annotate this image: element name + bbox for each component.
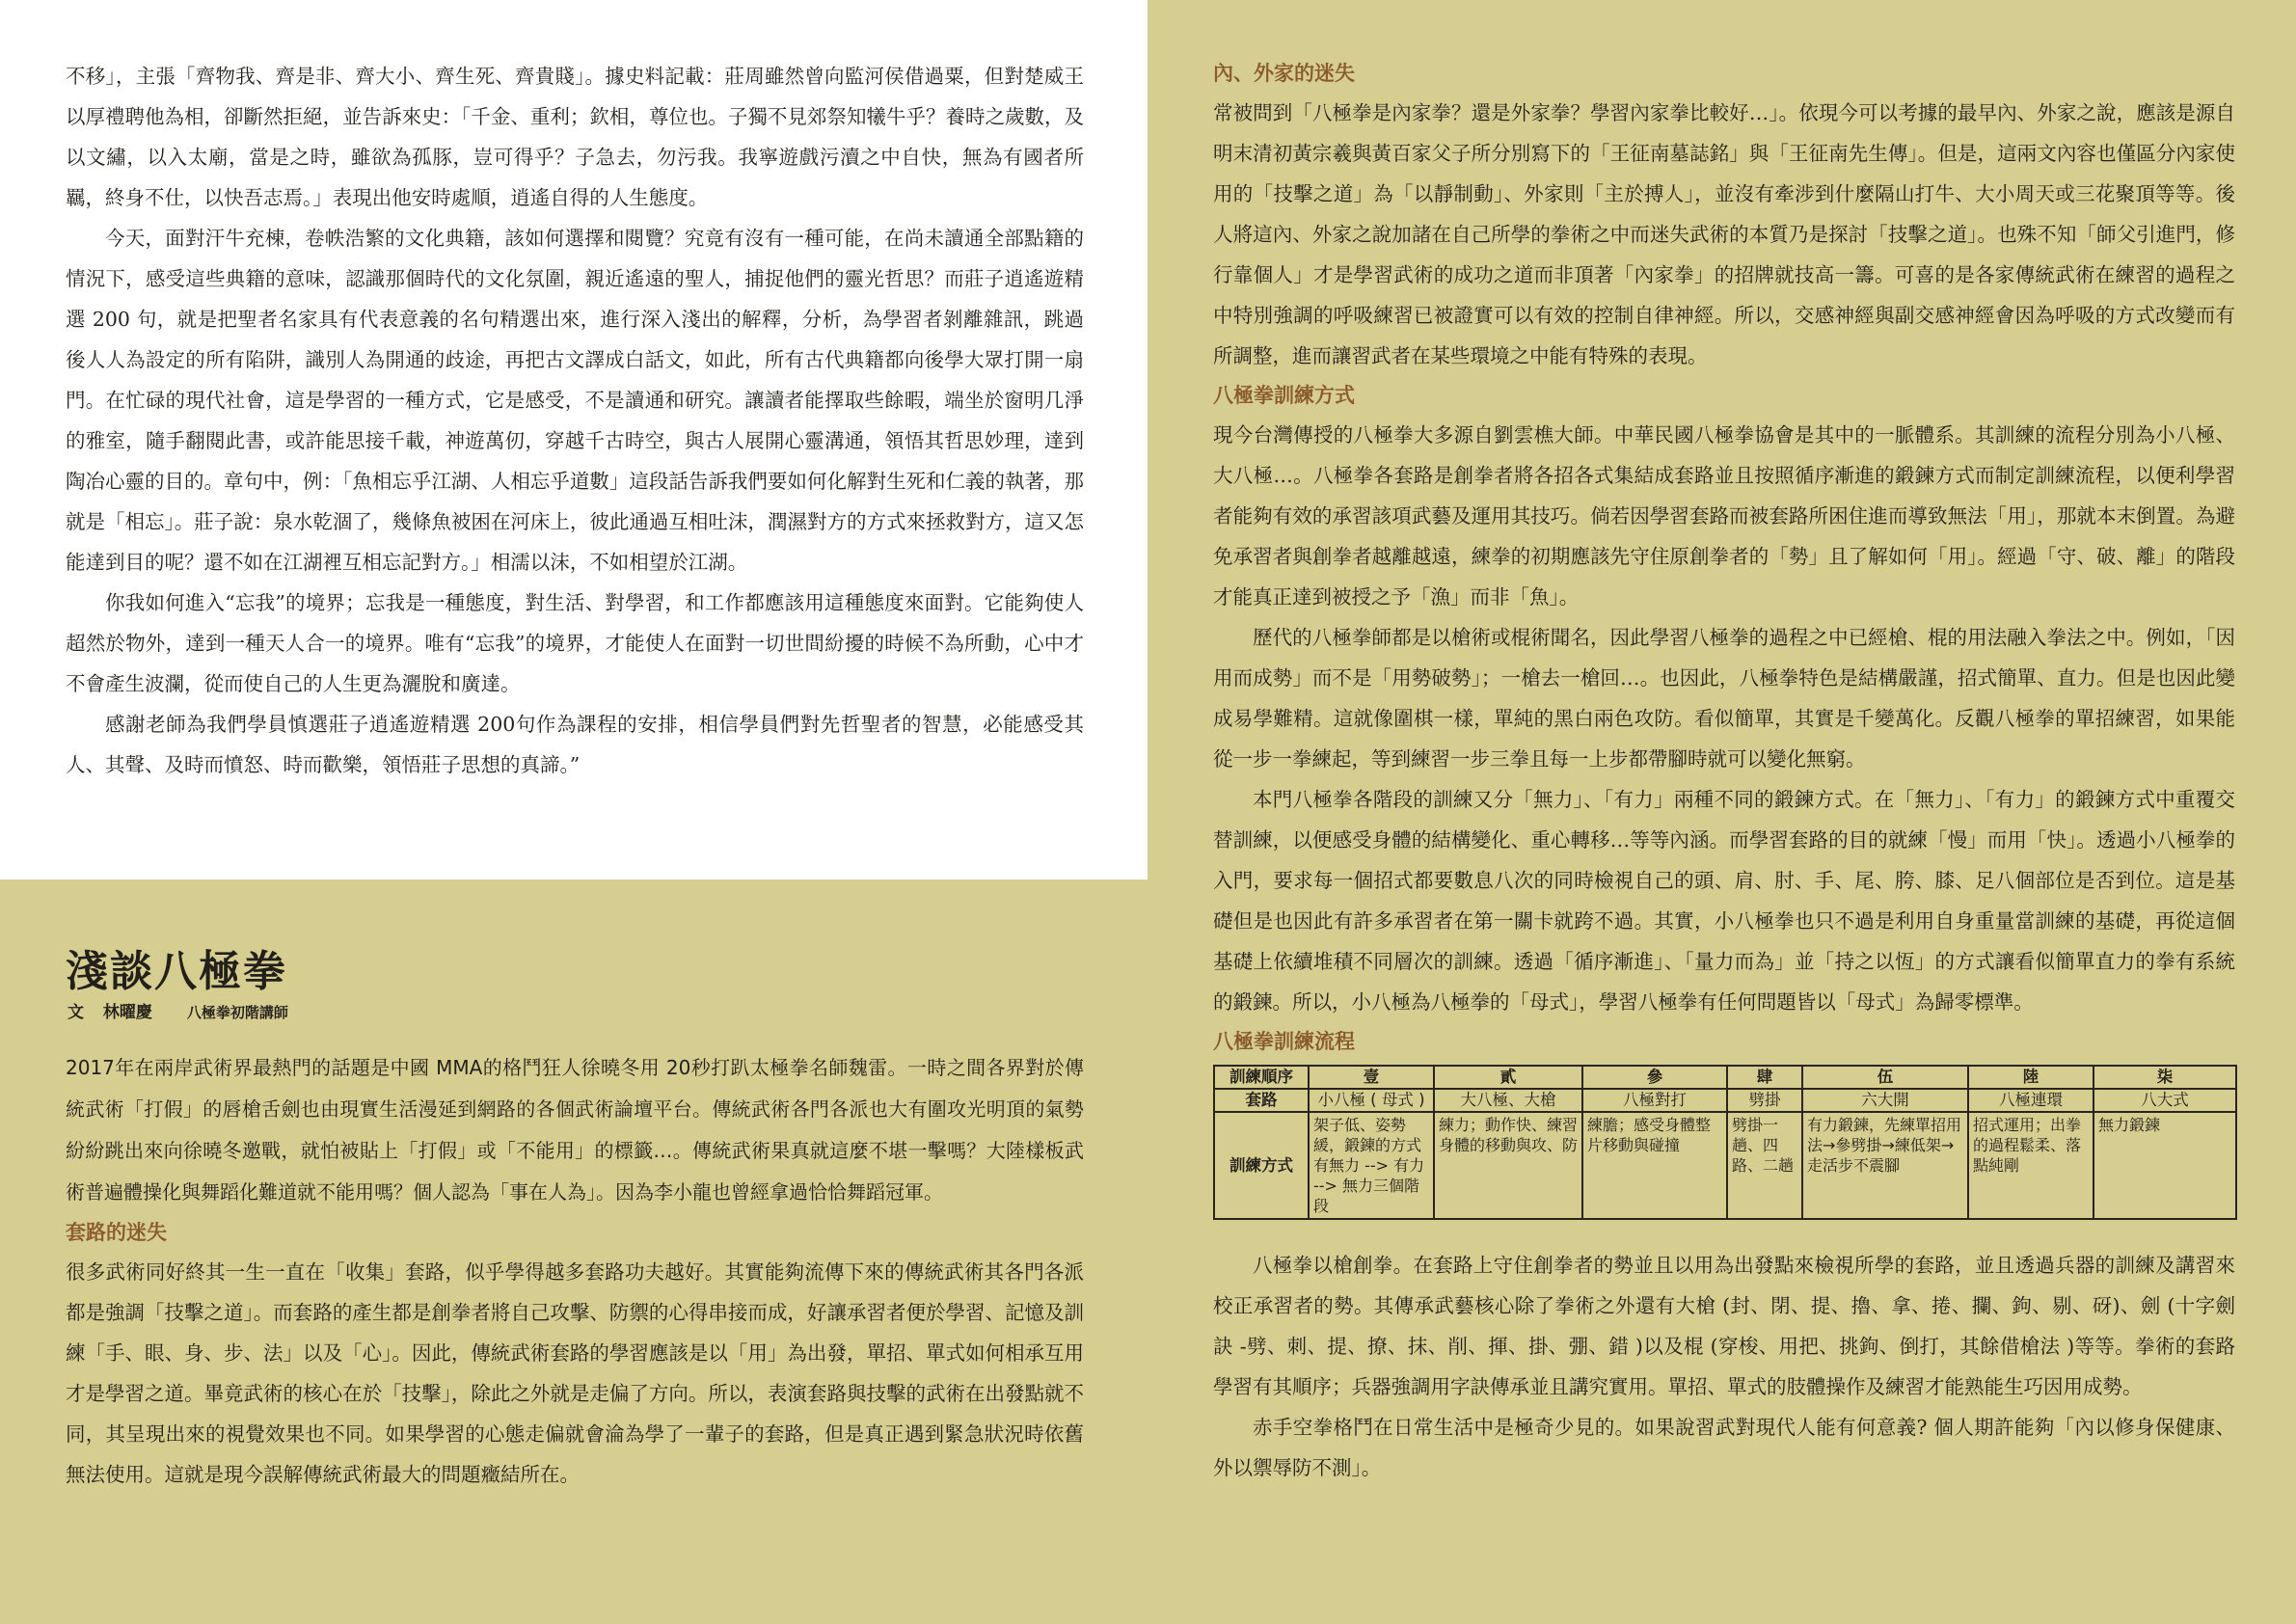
table-row <box>1214 1066 2236 1089</box>
paragraph: 很多武術同好終其一生一直在「收集」套路，似乎學得越多套路功夫越好。其實能夠流傳下來的傳統武術其各門各派都是強調「技擊之道」。而套路的產生都是創拳者將自己攻擊、防禦的心得串接而成，好讓承習者便於學習、記憶及訓練「手、眼、身、步、法」以及「心」。因此，傳統武術套路的學習應該是以「用」為出發，單招、單式如何相承互用才是學習之道。畢竟武術的核心在於「技擊」，除此之外就是走偏了方向。所以，表演套路與技擊的武術在出發點就不同，其呈現出來的視覺效果也不同。如果學習的心態走偏就會淪為學了一輩子的套路，但是真正遇到緊急狀況時依舊無法使用。這就是現今誤解傳統武術最大的問題癥結所在。 <box>66 1260 1084 1486</box>
method-cell: 劈掛一趟、四路、二趟 <box>1727 1112 1802 1219</box>
method-cell: 招式運用；出拳的過程鬆柔、落點純剛 <box>1968 1112 2093 1219</box>
stage-cell: 參 <box>1582 1066 1727 1089</box>
paragraph: 常被問到「八極拳是內家拳？還是外家拳？學習內家拳比較好…」。依現今可以考據的最早內、外家之說，應該是源自明末清初黃宗羲與黃百家父子所分別寫下的「王征南墓誌銘」與「王征南先生傳」。但是，這兩文內容也僅區分內家使用的「技擊之道」為「以靜制動」、外家則「主於搏人」，並沒有牽涉到什麼隔山打牛、大小周天或三花聚頂等等。後人將這內、外家之說加諸在自己所學的拳術之中而迷失武術的本質乃是探討「技擊之道」。也殊不知「師父引進門，修行靠個人」才是學習武術的成功之道而非頂著「內家拳」的招牌就技高一籌。可喜的是各家傳統武術在練習的過程之中特別強調的呼吸練習已被證實可以有效的控制自律神經。所以，交感神經與副交感神經會因為呼吸的方式改變而有所調整，進而讓習武者在某些環境之中能有特殊的表現。 <box>1213 101 2235 367</box>
method-cell: 架子低、姿勢緩，鍛鍊的方式有無力 --> 有力 --> 無力三個階段 <box>1309 1112 1434 1219</box>
paragraph: 歷代的八極拳師都是以槍術或棍術聞名，因此學習八極拳的過程之中已經槍、棍的用法融入拳法之中。例如，「因用而成勢」而不是「用勢破勢」；一槍去一槍回…。也因此，八極拳特色是結構嚴謹，招式簡單、直力。但是也因此變成易學難精。這就像圍棋一樣，單純的黑白兩色攻防。看似簡單，其實是千變萬化。反觀八極拳的單招練習，如果能從一步一拳練起，等到練習一步三拳且每一上步都帶腳時就可以變化無窮。 <box>1213 626 2235 771</box>
byline <box>68 999 1084 1026</box>
method-cell: 無力鍛鍊 <box>2093 1112 2236 1219</box>
routine-cell: 八極對打 <box>1582 1089 1727 1112</box>
stage-cell: 陸 <box>1968 1066 2093 1089</box>
stage-cell: 貳 <box>1434 1066 1582 1089</box>
routine-cell: 小八極 ( 母式 ) <box>1309 1089 1434 1112</box>
byline-prefix: 文 <box>68 1003 84 1022</box>
stage-cell: 壹 <box>1309 1066 1434 1089</box>
table-row <box>1214 1112 2236 1219</box>
row-header: 套路 <box>1214 1089 1309 1112</box>
paragraph: 你我如何進入“忘我”的境界；忘我是一種態度，對生活、對學習，和工作都應該用這種態度來面對。它能夠使人超然於物外，達到一種天人合一的境界。唯有“忘我”的境界，才能使人在面對一切世間紛擾的時候不為所動，心中才不會產生波瀾，從而使自己的人生更為灑脫和廣達。 <box>66 591 1084 695</box>
routine-cell: 大八極、大槍 <box>1434 1089 1582 1112</box>
paragraph: 現今台灣傳授的八極拳大多源自劉雲樵大師。中華民國八極拳協會是其中的一脈體系。其訓練的流程分別為小八極、大八極…。八極拳各套路是創拳者將各招各式集結成套路並且按照循序漸進的鍛鍊方式而制定訓練流程，以便利學習者能夠有效的承習該項武藝及運用其技巧。倘若因學習套路而被套路所困住進而導致無法「用」，那就本末倒置。為避免承習者與創拳者越離越遠，練拳的初期應該先守住原創拳者的「勢」且了解如何「用」。經過「守、破、離」的階段才能真正達到被授之予「漁」而非「魚」。 <box>1213 423 2235 609</box>
paragraph: 八極拳以槍創拳。在套路上守住創拳者的勢並且以用為出發點來檢視所學的套路，並且透過兵器的訓練及講習來校正承習者的勢。其傳承武藝核心除了拳術之外還有大槍 (封、閉、提、擼、拿、捲、攔、鉤、剔、砑)、劍 (十字劍訣 -劈、刺、提、撩、抹、削、揮、掛、弸、錯 )以及棍 (穿梭、用把、挑鉤、倒打，其餘借槍法 )等等。拳術的套路學習有其順序；兵器強調用字訣傳承並且講究實用。單招、單式的肢體操作及練習才能熟能生巧因用成勢。 <box>1213 1254 2235 1398</box>
section-heading: 八極拳訓練方式 <box>1213 384 1355 407</box>
previous-article-continuation <box>66 56 1084 785</box>
stage-cell: 柒 <box>2093 1066 2236 1089</box>
paragraph: 感謝老師為我們學員慎選莊子逍遙遊精選 200句作為課程的安排，相信學員們對先哲聖者的智慧，必能感受其人、其聲、及時而憤怒、時而歡樂，領悟莊子思想的真諦。” <box>66 713 1084 776</box>
routine-cell: 八大式 <box>2093 1089 2236 1112</box>
paragraph: 赤手空拳格鬥在日常生活中是極奇少見的。如果說習武對現代人能有何意義? 個人期許能夠「內以修身保健康、外以禦辱防不測」。 <box>1213 1416 2235 1479</box>
paragraph: 不移」，主張「齊物我、齊是非、齊大小、齊生死、齊貴賤」。據史料記載：莊周雖然曾向監河侯借過粟，但對楚威王以厚禮聘他為相，卻斷然拒絕，並告訴來史：「千金、重利；欽相，尊位也。子獨不見郊祭知犧牛乎？養時之歲數，及以文繡，以入太廟，當是之時，雖欲為孤豚，豈可得乎？子急去，勿污我。我寧遊戲污瀆之中自快，無為有國者所羈，終身不仕，以快吾志焉。」表現出他安時處順，逍遙自得的人生態度。 <box>66 65 1084 209</box>
table-row <box>1214 1089 2236 1112</box>
author-name: 林曜慶 <box>102 1003 152 1022</box>
article-title: 淺談八極拳 <box>66 947 287 996</box>
article-right-column <box>1213 54 2235 1488</box>
row-header: 訓練順序 <box>1214 1066 1309 1089</box>
routine-cell: 劈掛 <box>1727 1089 1802 1112</box>
section-heading: 套路的迷失 <box>66 1221 167 1244</box>
routine-cell: 六大開 <box>1802 1089 1968 1112</box>
author-role: 八極拳初階講師 <box>186 1004 288 1021</box>
article-start <box>66 945 1084 1495</box>
training-flow-table <box>1213 1065 2237 1220</box>
paragraph: 今天，面對汗牛充棟，卷帙浩繁的文化典籍，該如何選擇和閱覽？究竟有沒有一種可能，在尚未讀通全部點籍的情況下，感受這些典籍的意味，認識那個時代的文化氛圍，親近遙遠的聖人，捕捉他們的靈光哲思？而莊子逍遙遊精選 200 句，就是把聖者名家具有代表意義的名句精選出來，進行深入淺出的解釋，分析，為學習者剝離雜訊，跳過後人人為設定的所有陷阱，識別人為開通的歧途，再把古文譯成白話文，如此，所有古代典籍都向後學大眾打開一扇門。在忙碌的現代社會，這是學習的一種方式，它是感受，不是讀通和研究。讓讀者能擇取些餘暇，端坐於窗明几淨的雅室，隨手翻閱此書，或許能思接千載，神遊萬仞，穿越千古時空，與古人展開心靈溝通，領悟其哲思妙理，達到陶冶心靈的目的。章句中，例：「魚相忘乎江湖、人相忘乎道數」這段話告訴我們要如何化解對生死和仁義的執著，那就是「相忘」。莊子說：泉水乾涸了，幾條魚被困在河床上，彼此通過互相吐沫，潤濕對方的方式來拯救對方，這又怎能達到目的呢？還不如在江湖裡互相忘記對方。」相濡以沫，不如相望於江湖。 <box>66 227 1084 574</box>
method-cell: 練力；動作快、練習身體的移動與攻、防 <box>1434 1112 1582 1219</box>
routine-cell: 八極連環 <box>1968 1089 2093 1112</box>
row-header: 訓練方式 <box>1214 1112 1309 1219</box>
stage-cell: 肆 <box>1727 1066 1802 1089</box>
section-heading: 八極拳訓練流程 <box>1213 1030 1355 1053</box>
stage-cell: 伍 <box>1802 1066 1968 1089</box>
article-lead <box>66 1047 1084 1213</box>
method-cell: 練膽；感受身體整片移動與碰撞 <box>1582 1112 1727 1219</box>
lead-paragraph: 2017年在兩岸武術界最熱門的話題是中國 MMA的格鬥狂人徐曉冬用 20秒打趴太極拳名師魏雷。一時之間各界對於傳統武術「打假」的唇槍舌劍也由現實生活漫延到網路的各個武術論壇平台。傳統武術各門各派也大有圍攻光明頂的氣勢紛紛跳出來向徐曉冬邀戰，就怕被貼上「打假」或「不能用」的標籤…。傳統武術果真就這麼不堪一擊嗎？大陸樣板武術普遍體操化與舞蹈化難道就不能用嗎？個人認為「事在人為」。因為李小龍也曾經拿過恰恰舞蹈冠軍。 <box>66 1056 1084 1204</box>
section-heading: 內、外家的迷失 <box>1213 62 1355 85</box>
paragraph: 本門八極拳各階段的訓練又分「無力」、「有力」兩種不同的鍛鍊方式。在「無力」、「有力」的鍛鍊方式中重覆交替訓練，以便感受身體的結構變化、重心轉移…等等內涵。而學習套路的目的就練「慢」而用「快」。透過小八極拳的入門，要求每一個招式都要數息八次的同時檢視自己的頭、肩、肘、手、尾、胯、膝、足八個部位是否到位。這是基礎但是也因此有許多承習者在第一關卡就跨不過。其實，小八極拳也只不過是利用自身重量當訓練的基礎，再從這個基礎上依續堆積不同層次的訓練。透過「循序漸進」、「量力而為」並「持之以恆」的方式讓看似簡單直力的拳有系統的鍛鍊。所以，小八極為八極拳的「母式」，學習八極拳有任何問題皆以「母式」為歸零標準。 <box>1213 788 2235 1014</box>
method-cell: 有力鍛鍊，先練單招用法→參劈掛→練低架→走活步不震腳 <box>1802 1112 1968 1219</box>
